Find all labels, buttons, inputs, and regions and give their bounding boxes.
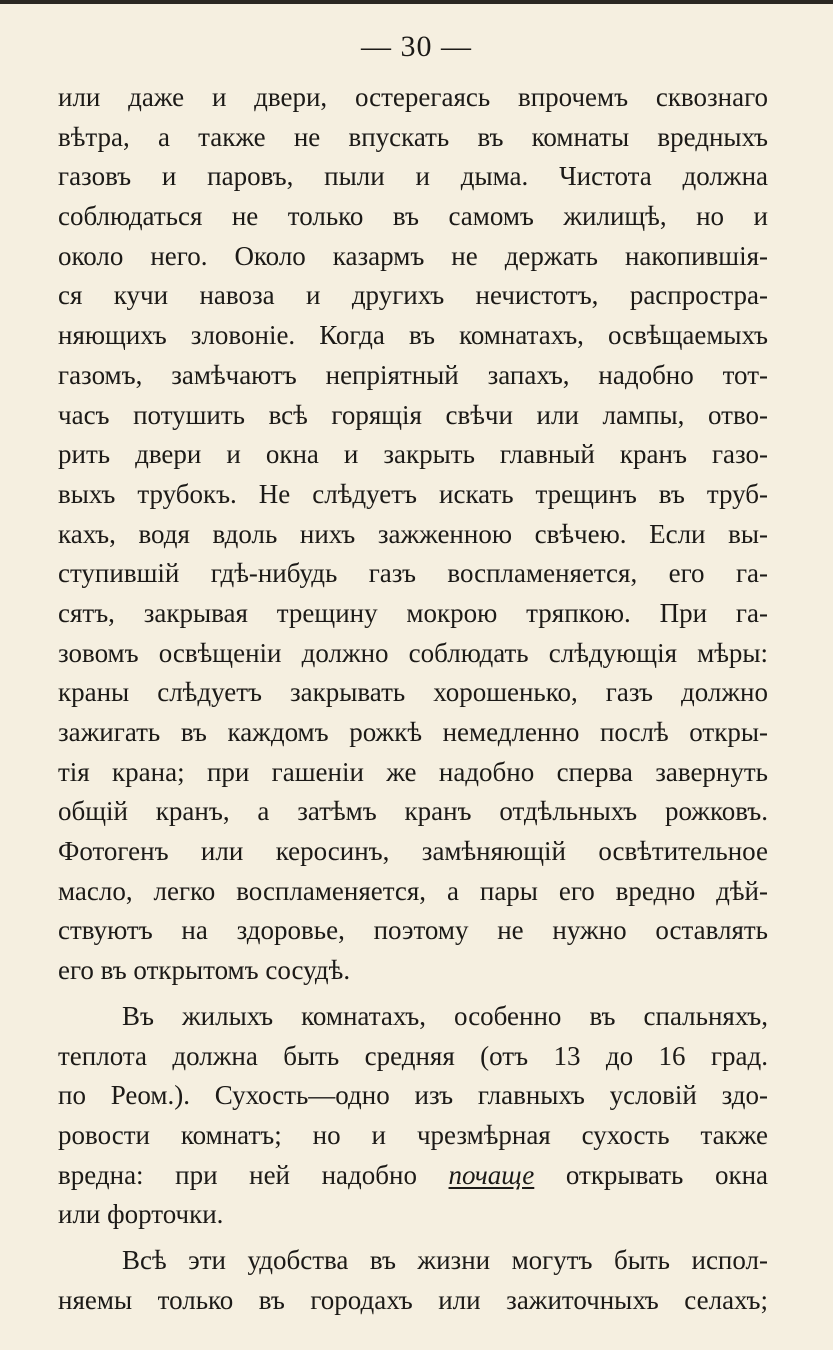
- text-line: кахъ, водя вдоль нихъ зажженною свѣчею. Если вы-: [58, 518, 768, 549]
- text-line: или форточки.: [58, 1199, 224, 1230]
- text-line: зажигать въ каждомъ рожкѣ немедленно послѣ откры-: [58, 717, 768, 747]
- text-line: тія крана; при гашеніи же надобно сперва завернуть: [58, 756, 768, 787]
- text-line: Въ жилыхъ комнатахъ, особенно въ спальняхъ,: [122, 1000, 768, 1031]
- text-line: Всѣ эти удобства въ жизни могутъ быть испол-: [122, 1244, 768, 1275]
- text-segment: вредна: при ней надобно: [58, 1159, 449, 1190]
- text-line: соблюдаться не только въ самомъ жилищѣ, но и: [58, 201, 768, 232]
- text-line-with-emphasis: [58, 1156, 768, 1196]
- body-text: [58, 78, 768, 1320]
- text-line: масло, легко воспламеняется, а пары его вредно дѣй-: [58, 875, 768, 906]
- text-line: рить двери и окна и закрыть главный кранъ газо-: [58, 439, 768, 470]
- text-line: часъ потушить всѣ горящія свѣчи или лампы, отво-: [58, 399, 768, 430]
- text-line: газовъ и паровъ, пыли и дыма. Чистота должна: [58, 161, 768, 192]
- emphasized-word: почаще: [448, 1159, 535, 1190]
- page-number: — 30 —: [361, 30, 472, 63]
- text-line: около него. Около казармъ не держать накопившія-: [58, 240, 768, 271]
- text-line: сятъ, закрывая трещину мокрою тряпкою. При га-: [58, 597, 768, 628]
- text-line: вѣтра, а также не впускать въ комнаты вредныхъ: [58, 121, 768, 152]
- text-line: его въ открытомъ сосудѣ.: [58, 955, 351, 986]
- text-line: ствуютъ на здоровье, поэтому не нужно оставлять: [58, 915, 768, 946]
- text-line: теплота должна быть средняя (отъ 13 до 16 град.: [58, 1040, 768, 1071]
- top-border-line: [0, 0, 833, 4]
- text-line: ся кучи навоза и другихъ нечистотъ, распростра-: [58, 280, 768, 311]
- text-line: няемы только въ городахъ или зажиточныхъ селахъ;: [58, 1284, 768, 1315]
- text-line: выхъ трубокъ. Не слѣдуетъ искать трещинъ въ труб-: [58, 478, 768, 509]
- text-line: по Реом.). Сухость—одно изъ главныхъ условій здо-: [58, 1080, 768, 1111]
- text-segment: открывать окна: [534, 1159, 768, 1190]
- text-line: няющихъ зловоніе. Когда въ комнатахъ, освѣщаемыхъ: [58, 320, 768, 351]
- text-line: газомъ, замѣчаютъ непріятный запахъ, надобно тот-: [58, 359, 768, 390]
- text-line: ровости комнатъ; но и чрезмѣрная сухость также: [58, 1119, 768, 1150]
- text-line: или даже и двери, остерегаясь впрочемъ сквознаго: [58, 82, 768, 112]
- text-line: краны слѣдуетъ закрывать хорошенько, газъ должно: [58, 677, 768, 708]
- text-line: ступившій гдѣ-нибудь газъ воспламеняется, его га-: [58, 558, 768, 589]
- text-line: зовомъ освѣщеніи должно соблюдать слѣдующія мѣры:: [58, 637, 768, 668]
- text-line: общій кранъ, а затѣмъ кранъ отдѣльныхъ рожковъ.: [58, 796, 768, 827]
- text-line: Фотогенъ или керосинъ, замѣняющій освѣтительное: [58, 836, 768, 867]
